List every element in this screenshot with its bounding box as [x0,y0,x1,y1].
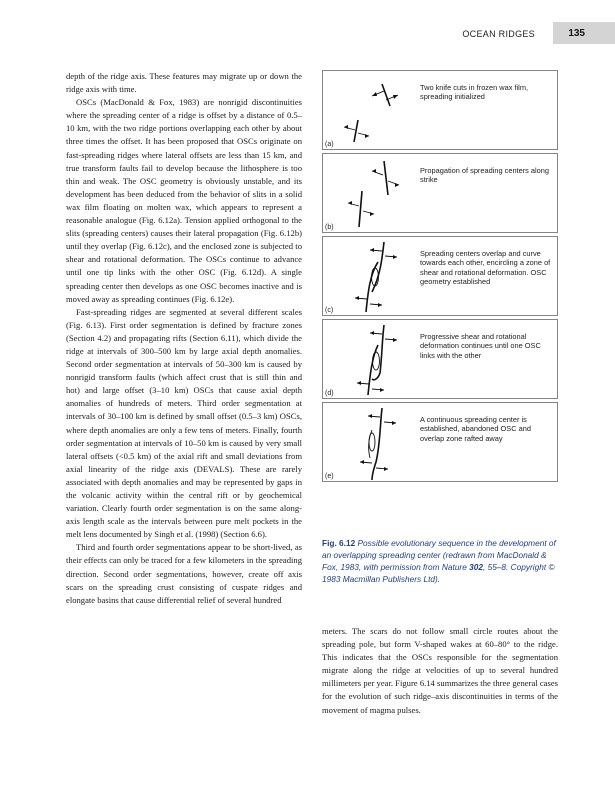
arrow-head [344,125,348,129]
figure-panel-d [322,319,558,399]
arrow-head [393,338,397,342]
arrow-head [357,381,361,385]
running-title: OCEAN RIDGES [462,29,535,39]
panel-a-drawing [322,70,558,150]
running-header [0,22,615,46]
panel-caption: A continuous spreading center is established, abandoned OSC and overlap zone rafted away [420,415,531,443]
panel-caption: Spreading centers overlap and curve towards each other, encircling a zone of shear and rotational deformation. OSC geometry established [420,249,551,286]
continuous-spreading-center [372,408,382,480]
arrow-head [384,467,388,471]
caption-text: Possible evolutionary sequence in the development of an overlapping spreading center (redrawn from MacDonald & Fox, 1983, with permission from [322,538,556,572]
arrow-head [368,414,372,418]
figure-panel-b [322,153,558,233]
upper-slit [382,84,390,106]
figure-panel-c [322,236,558,316]
arrow-head [365,134,369,138]
rotation-zone [373,352,380,370]
arrow-head [393,255,397,259]
panel-label: (c) [325,307,334,314]
arrow-head [380,388,384,392]
caption-text-end: , 55–8. Copyright © 1983 Macmillan Publishers Ltd). [322,562,555,584]
paragraph: meters. The scars do not follow small circle routes about the spreading pole, but form V-shaped wakes at 60–80° to the ridge. This indicates that the OSCs responsible for the segmentation migrate along the ridge at velocities of up to several hundred millimeters per year. Figure 6.14 summarizes the three general cases for the evolution of such ridge–axis discontinuities in terms of the movement of magma pulses. [322,626,558,715]
paragraph: Third and fourth order segmentations appear to be short-lived, as their effects can only be traced for a few kilometers in the spreading direction. Second order segmentations, however, create off axis scars on the spreading crust consisting of cuspate ridges and elongate basins that cause differential relief of several hundred [66,542,302,605]
panel-caption: Two knife cuts in frozen wax film, spreading initialized [420,83,529,102]
rafted-overlap-zone [369,433,375,451]
right-column [322,625,558,717]
paragraph: Fast-spreading ridges are segmented at several different scales (Fig. 6.13). First order segmentation is defined by fracture zones (Section 4.2) and propagating rifts (Section 6.11), which divide the ridge at intervals of 300–500 km by large axial depth anomalies. Second order segmentation at intervals of 50–300 km is caused by nonrigid transform faults (which affect crust that is still thin and hot) and large offset (3–10 km) OSCs that cause axial depth anomalies of hundreds of meters. Third order segmentation at intervals of 30–100 km is defined by small offset (0.5–3 km) OSCs, where depth anomalies are only a few tens of meters. Finally, fourth order segmentation at intervals of 10–50 km is caused by very small lateral offsets (<0.5 km) of the axial rift and small deviations from axial linearity of the ridge axis (DEVALS). These are rarely associated with depth anomalies and may be represented by gaps in the volcanic activity within the central rift or by geochemical variation. Clearly fourth order segmentation is on the same along-axis length scale as the intervals between pure melt pockets in the melt lens documented by Singh et al. (1998) (Section 6.6). [66,306,302,540]
figure-panel-e [322,402,558,482]
lower-slit [354,120,358,142]
lower-spreading-center [359,191,362,227]
caption-journal: Nature [441,562,467,572]
figure-6-12 [322,70,558,485]
paragraph: depth of the ridge axis. These features may migrate up or down the ridge axis with time. [66,71,302,95]
arrow-head [360,460,364,464]
left-column [66,70,302,607]
caption-volume: 302 [469,562,483,572]
arrow-head [372,92,377,96]
panel-label: (e) [325,473,334,480]
paragraph: OSCs (MacDonald & Fox, 1983) are nonrigid discontinuities where the spreading center of a ridge is offset by a distance of 0.5–10 km, with the two ridge portions overlapping each other by about three times the offset. It has been proposed that OSCs originate on fast-spreading ridges where lateral offsets are less than 15 km, and true transform faults fail to develop because the lithosphere is too thin and weak. The OSC geometry is obviously unstable, and its development has been deduced from the behavior of slits in a solid wax film floating on molten wax, which appears to represent a reasonable analogue (Fig. 6.12a). Tension applied orthogonal to the slits (spreading centers) causes their lateral propagation (Fig. 6.12b) until they overlap (Fig. 6.12c), and the enclosed zone is subjected to shear and rotational deformation. The OSCs continue to advance until one tip links with the other OSC (Fig. 6.12d). A single spreading center then develops as one OSC becomes inactive and is moved away as spreading continues (Fig. 6.12e). [66,97,302,304]
arrow-head [355,296,359,300]
panel-caption: Propagation of spreading centers along strike [420,166,550,185]
arrow-head [372,169,376,173]
upper-spreading-center [384,161,388,195]
arrow-head [378,303,382,307]
figure-panel-a [322,70,558,150]
page-number: 135 [568,28,585,39]
panel-caption: Progressive shear and rotational deformation continues until one OSC links with the other [420,332,541,360]
arrow-head [370,248,374,252]
arrow-head [393,95,398,99]
panel-label: (d) [325,390,334,397]
arrow-head [370,212,374,216]
arrow-head [395,183,399,187]
arrow-head [348,201,352,205]
figure-caption [322,537,558,585]
panel-b-drawing [322,153,558,233]
figure-label: Fig. 6.12 [322,538,356,548]
arrow-head [392,421,396,425]
panel-label: (a) [325,141,334,148]
arrow-head [370,331,374,335]
panel-label: (b) [325,224,334,231]
